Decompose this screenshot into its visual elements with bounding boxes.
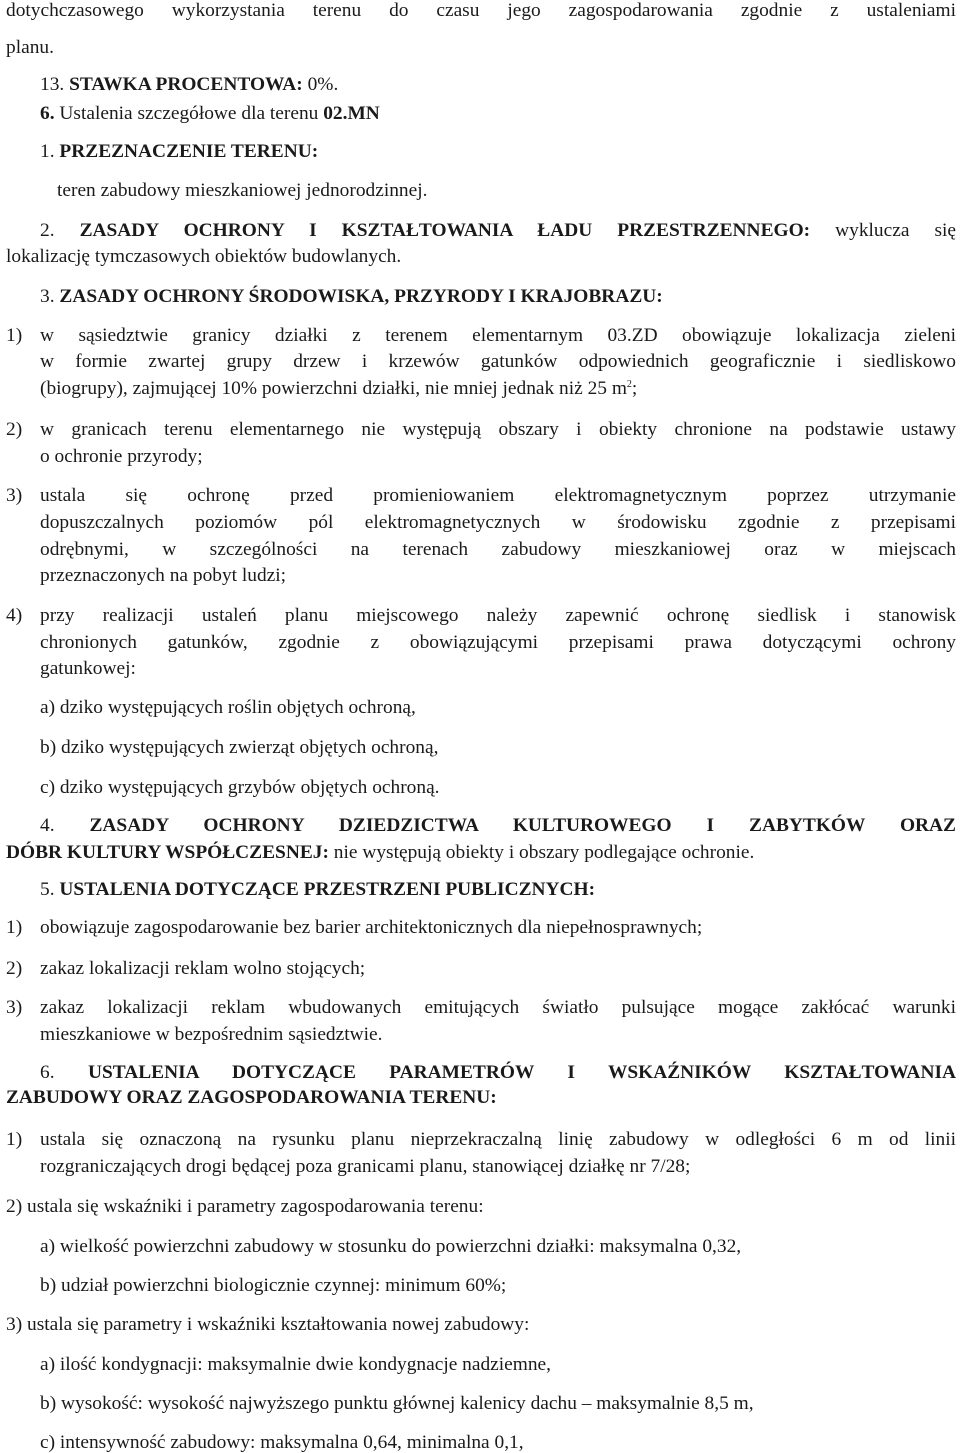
list-item-line: zakaz lokalizacji reklam wolno stojących; [40,958,366,979]
sub-item: b) dziko występujących zwierząt objętych ochroną, [40,737,439,758]
sub-item: b) wysokość: wysokość najwyższego punktu głównej kalenicy dachu – maksymalnie 8,5 m, [40,1393,754,1414]
sub-item: a) dziko występujących roślin objętych ochroną, [40,697,416,718]
lad-line2: lokalizację tymczasowych obiektów budowlanych. [6,246,402,267]
list-item-line [40,379,637,398]
sub-item: a) wielkość powierzchni zabudowy w stosunku do powierzchni działki: maksymalna 0,32, [40,1236,742,1257]
stawka-line [40,75,338,94]
przeznaczenie-heading [40,142,318,161]
dziedzictwo-label-1: ZASADY OCHRONY DZIEDZICTWA KULTUROWEGO I ZABYTKÓW ORAZ [89,815,956,836]
stawka-num: 13. [40,74,65,95]
section-heading [40,104,380,123]
list-item-tail: ; [631,378,638,399]
parametry-label-2: ZABUDOWY ORAZ ZAGOSPODAROWANIA TERENU: [6,1087,497,1108]
list-number: 2) [6,958,23,979]
dziedzictwo-heading [40,816,956,835]
publiczne-label: USTALENIA DOTYCZĄCE PRZESTRZENI PUBLICZNYCH: [59,879,596,900]
list-item-line: w sąsiedztwie granicy działki z terenem elementarnym 03.ZD obowiązuje lokalizacja zieleni [40,325,956,346]
sub-item: c) intensywność zabudowy: maksymalna 0,64, minimalna 0,1, [40,1432,524,1453]
srodowisko-label: ZASADY OCHRONY ŚRODOWISKA, PRZYRODY I KRAJOBRAZU: [59,286,663,307]
list-item-line: mieszkaniowe w bezpośrednim sąsiedztwie. [40,1024,383,1045]
list-item-line: ustala się oznaczoną na rysunku planu nieprzekraczalną linię zabudowy w odległości 6 m od linii [40,1129,956,1150]
list-item-line: 3) ustala się parametry i wskaźniki kształtowania nowej zabudowy: [6,1314,530,1335]
list-item-line: w granicach terenu elementarnego nie występują obszary i obiekty chronione na podstawie ustawy [40,419,956,440]
list-item-line: ustala się ochronę przed promieniowaniem elektromagnetycznym poprzez utrzymanie [40,485,956,506]
list-item-text: (biogrupy), zajmującej 10% powierzchni działki, nie mniej jednak niż 25 m [40,378,627,399]
srodowisko-heading [40,287,663,306]
list-item-line: w formie zwartej grupy drzew i krzewów gatunków odpowiednich geograficznie i siedliskowo [40,351,956,372]
list-number: 4) [6,605,23,626]
list-item-line: przy realizacji ustaleń planu miejscowego należy zapewnić ochronę siedlisk i stanowisk [40,605,956,626]
list-item-line: 2) ustala się wskaźniki i parametry zagospodarowania terenu: [6,1196,484,1217]
lad-heading [40,221,956,240]
superscript: 2 [626,379,632,390]
sub-item: c) dziko występujących grzybów objętych ochroną. [40,777,440,798]
publiczne-heading [40,880,595,899]
list-item-line: przeznaczonych na pobyt ludzi; [40,565,287,586]
dziedzictwo-num: 4. [40,815,55,836]
parametry-num: 6. [40,1062,55,1083]
list-item-line: dopuszczalnych poziomów pól elektromagnetycznych w środowisku zgodnie z przepisami [40,512,956,533]
paragraph-line: dotychczasowego wykorzystania terenu do czasu jego zagospodarowania zgodnie z ustaleniami [6,0,956,21]
stawka-label: STAWKA PROCENTOWA: [69,74,303,95]
parametry-label-1: USTALENIA DOTYCZĄCE PARAMETRÓW I WSKAŹNIKÓW KSZTAŁTOWANIA [87,1062,956,1083]
list-item-line: o ochronie przyrody; [40,446,203,467]
list-item-line: chronionych gatunków, zgodnie z obowiązującymi przepisami prawa dotyczącymi ochrony [40,632,956,653]
stawka-value: 0%. [307,74,339,95]
lad-label: ZASADY OCHRONY I KSZTAŁTOWANIA ŁADU PRZESTRZENNEGO: [79,220,811,241]
list-number: 2) [6,419,23,440]
section-code: 02.MN [323,103,380,124]
sub-item: a) ilość kondygnacji: maksymalnie dwie kondygnacje nadziemne, [40,1354,552,1375]
przeznaczenie-text: teren zabudowy mieszkaniowej jednorodzinnej. [57,180,428,201]
przeznaczenie-num: 1. [40,141,55,162]
dziedzictwo-line2 [6,843,754,862]
list-number: 3) [6,485,23,506]
dziedzictwo-label-2: DÓBR KULTURY WSPÓŁCZESNEJ: [6,842,329,863]
przeznaczenie-label: PRZEZNACZENIE TERENU: [59,141,319,162]
list-number: 1) [6,1129,23,1150]
dziedzictwo-tail: nie występują obiekty i obszary podlegające ochronie. [333,842,755,863]
list-number: 1) [6,917,23,938]
sub-item: b) udział powierzchni biologicznie czynnej: minimum 60%; [40,1275,507,1296]
list-item-line: rozgraniczających drogi będącej poza granicami planu, stanowiącej działkę nr 7/28; [40,1156,691,1177]
list-item-line: odrębnymi, w szczególności na terenach zabudowy mieszkaniowej oraz w miejscach [40,539,956,560]
list-item-line: zakaz lokalizacji reklam wbudowanych emitujących światło pulsujące mogące zakłócać warunki [40,997,956,1018]
list-number: 3) [6,997,23,1018]
lad-tail: wyklucza się [835,220,956,241]
list-item-line: obowiązuje zagospodarowanie bez barier architektonicznych dla niepełnosprawnych; [40,917,703,938]
paragraph-line: planu. [6,37,54,58]
lad-num: 2. [40,220,55,241]
section-text: Ustalenia szczegółowe dla terenu [59,103,319,124]
list-item-line: gatunkowej: [40,658,136,679]
parametry-heading [40,1063,956,1082]
section-num: 6. [40,103,55,124]
publiczne-num: 5. [40,879,55,900]
list-number: 1) [6,325,23,346]
srodowisko-num: 3. [40,286,55,307]
